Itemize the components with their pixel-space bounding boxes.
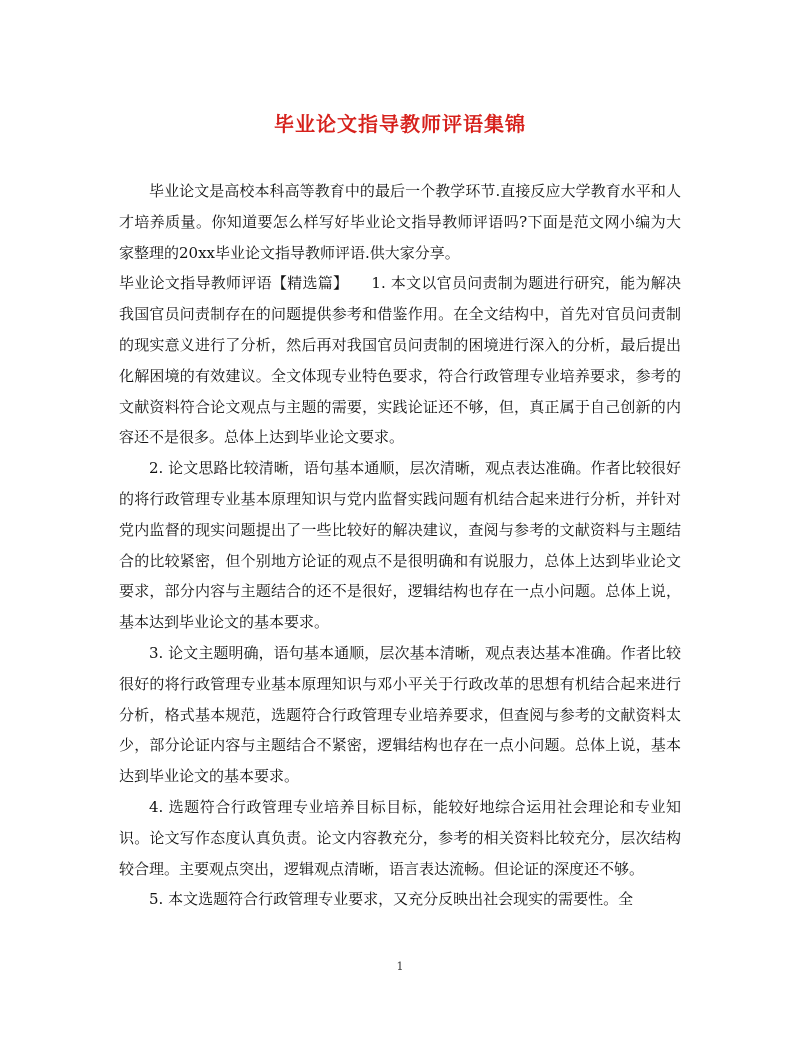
page-number: 1: [396, 960, 404, 973]
paragraph-intro: 毕业论文是高校本科高等教育中的最后一个教学环节.直接反应大学教育水平和人才培养质量。你知道要怎么样写好毕业论文指导教师评语吗?下面是范文网小编为大家整理的20xx毕业论文指导教师评语.供大家分享。: [119, 182, 681, 262]
paragraph-comment-4: 4. 选题符合行政管理专业培养目标目标，能较好地综合运用社会理论和专业知识。论文写作态度认真负责。论文内容教充分，参考的相关资料比较充分，层次结构较合理。主要观点突出，逻辑观点清晰，语言表达流畅。但论证的深度还不够。: [119, 797, 681, 878]
document-title: 毕业论文指导教师评语集锦: [274, 112, 526, 136]
paragraph-comment-2: 2. 论文思路比较清晰，语句基本通顺，层次清晰，观点表达准确。作者比较很好的将行政管理专业基本原理知识与党内监督实践问题有机结合起来进行分析，并针对党内监督的现实问题提出了一些比较好的解决建议，查阅与参考的文献资料与主题结合的比较紧密，但个别地方论证的观点不是很明确和有说服力，总体上达到毕业论文要求，部分内容与主题结合的还不是很好，逻辑结构也存在一点小问题。总体上说，基本达到毕业论文的基本要求。: [119, 459, 681, 632]
paragraph-comment-5: 5. 本文选题符合行政管理专业要求，又充分反映出社会现实的需要性。全: [149, 890, 634, 909]
paragraph-comment-3: 3. 论文主题明确，语句基本通顺，层次基本清晰，观点表达基本准确。作者比较很好的将行政管理专业基本原理知识与邓小平关于行政改革的思想有机结合起来进行分析，格式基本规范，选题符合行政管理专业培养要求，但查阅与参考的文献资料太少，部分论证内容与主题结合不紧密，逻辑结构也存在一点小问题。总体上说，基本达到毕业论文的基本要求。: [119, 643, 681, 786]
paragraph-comment-1: 毕业论文指导教师评语【精选篇】 1. 本文以官员问责制为题进行研究，能为解决我国官员问责制存在的问题提供参考和借鉴作用。在全文结构中，首先对官员问责制的现实意义进行了分析，然后再对我国官员问责制的困境进行深入的分析，最后提出化解困境的有效建议。全文体现专业特色要求，符合行政管理专业培养要求，参考的文献资料符合论文观点与主题的需要，实践论证还不够，但，真正属于自己创新的内容还不是很多。总体上达到毕业论文要求。: [119, 274, 681, 447]
document-body: [119, 176, 681, 915]
